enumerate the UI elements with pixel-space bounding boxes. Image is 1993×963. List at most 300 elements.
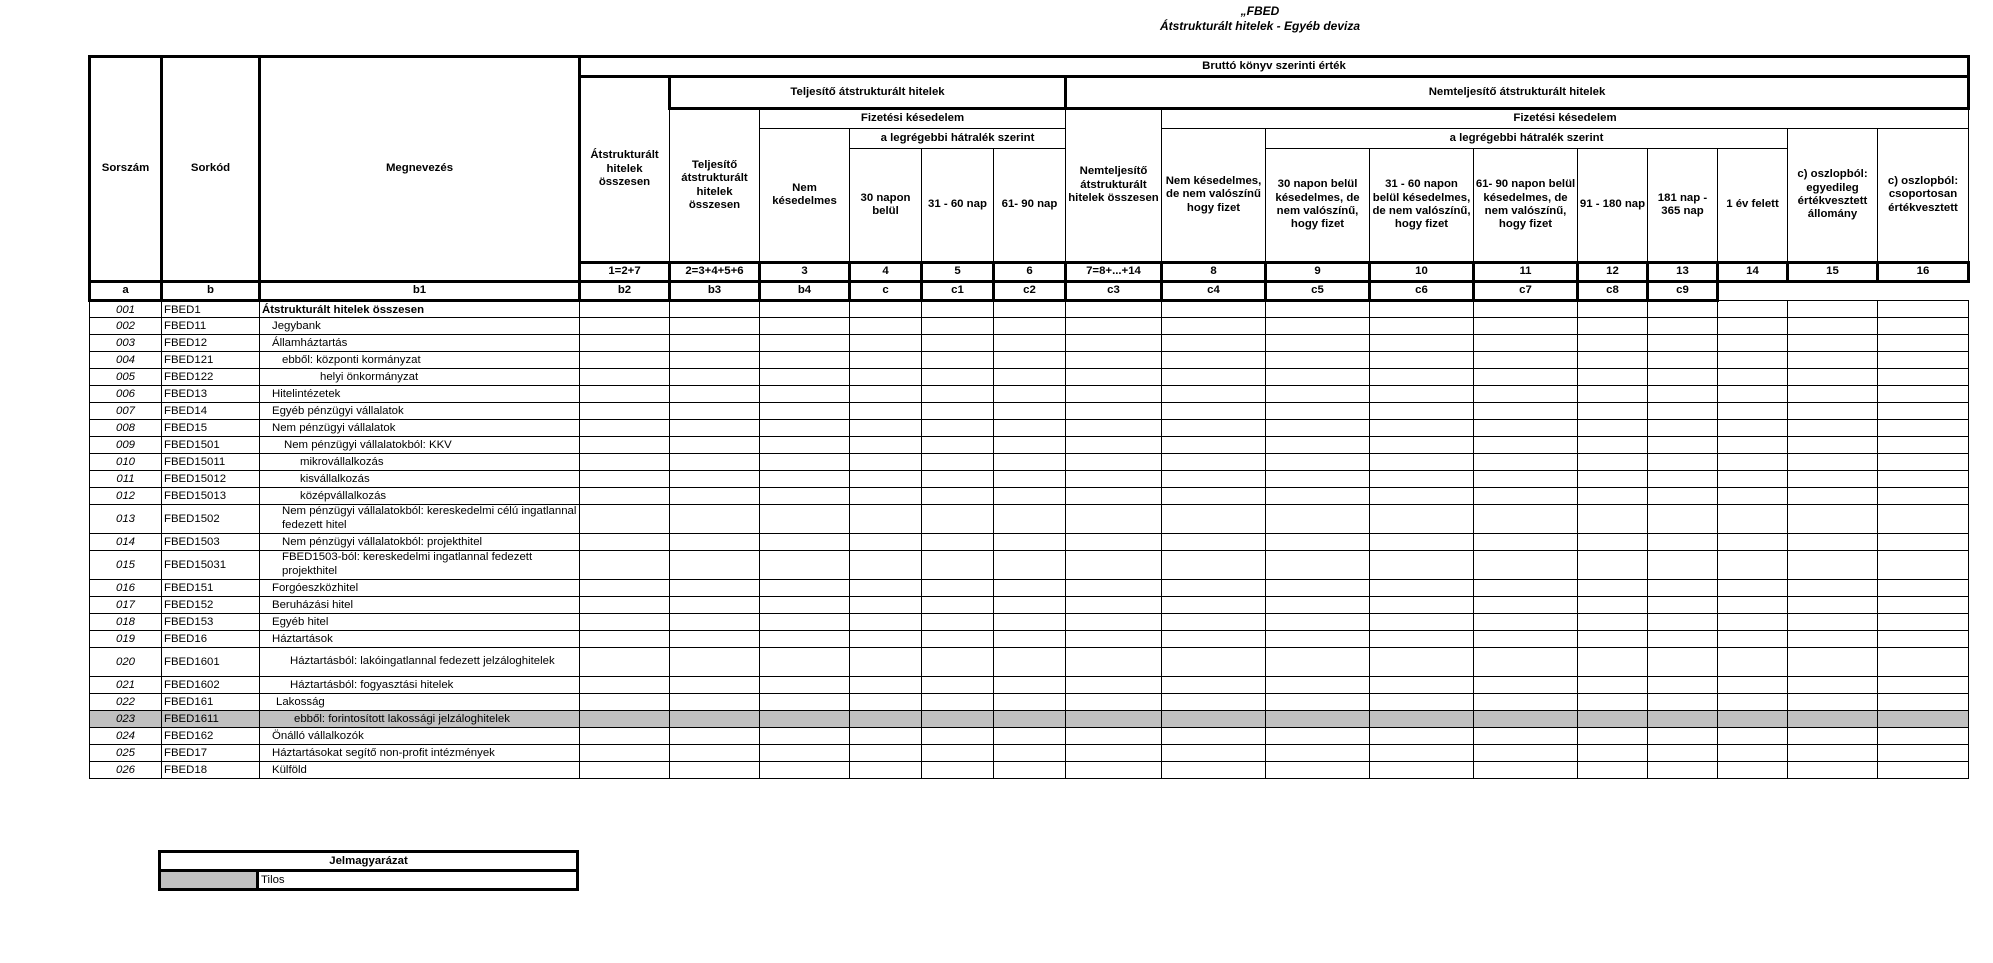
value-cell[interactable] [1066,301,1162,318]
value-cell[interactable] [1266,762,1370,779]
value-cell[interactable] [1474,369,1578,386]
value-cell[interactable] [670,551,760,580]
value-cell[interactable] [580,534,670,551]
value-cell[interactable] [994,580,1066,597]
value-cell[interactable] [1162,580,1266,597]
value-cell[interactable] [1266,471,1370,488]
value-cell[interactable] [994,369,1066,386]
value-cell[interactable] [1162,551,1266,580]
value-cell[interactable] [580,471,670,488]
value-cell[interactable] [1066,580,1162,597]
value-cell[interactable] [580,551,670,580]
value-cell[interactable] [1718,694,1788,711]
value-cell[interactable] [580,728,670,745]
value-cell[interactable] [670,694,760,711]
value-cell[interactable] [1162,318,1266,335]
value-cell[interactable] [994,728,1066,745]
value-cell[interactable] [994,711,1066,728]
value-cell[interactable] [580,488,670,505]
value-cell[interactable] [1788,471,1878,488]
value-cell[interactable] [850,335,922,352]
value-cell[interactable] [1578,403,1648,420]
value-cell[interactable] [1066,551,1162,580]
value-cell[interactable] [1788,711,1878,728]
value-cell[interactable] [1788,301,1878,318]
value-cell[interactable] [1878,534,1969,551]
value-cell[interactable] [1578,728,1648,745]
value-cell[interactable] [1266,580,1370,597]
value-cell[interactable] [760,762,850,779]
value-cell[interactable] [1474,580,1578,597]
value-cell[interactable] [1370,534,1474,551]
value-cell[interactable] [994,352,1066,369]
value-cell[interactable] [1648,745,1718,762]
value-cell[interactable] [760,471,850,488]
value-cell[interactable] [994,437,1066,454]
value-cell[interactable] [1162,677,1266,694]
value-cell[interactable] [1066,437,1162,454]
value-cell[interactable] [1878,369,1969,386]
value-cell[interactable] [850,648,922,677]
value-cell[interactable] [994,386,1066,403]
value-cell[interactable] [1474,386,1578,403]
value-cell[interactable] [670,386,760,403]
value-cell[interactable] [1162,711,1266,728]
value-cell[interactable] [1648,694,1718,711]
value-cell[interactable] [1718,318,1788,335]
value-cell[interactable] [670,335,760,352]
value-cell[interactable] [1788,694,1878,711]
value-cell[interactable] [1066,677,1162,694]
value-cell[interactable] [1578,318,1648,335]
value-cell[interactable] [850,488,922,505]
value-cell[interactable] [1878,488,1969,505]
value-cell[interactable] [1370,711,1474,728]
value-cell[interactable] [1370,762,1474,779]
value-cell[interactable] [850,386,922,403]
value-cell[interactable] [1718,386,1788,403]
value-cell[interactable] [1066,728,1162,745]
value-cell[interactable] [1266,534,1370,551]
value-cell[interactable] [850,694,922,711]
value-cell[interactable] [922,648,994,677]
value-cell[interactable] [1162,471,1266,488]
value-cell[interactable] [580,437,670,454]
value-cell[interactable] [850,505,922,534]
value-cell[interactable] [850,631,922,648]
value-cell[interactable] [580,631,670,648]
value-cell[interactable] [580,352,670,369]
value-cell[interactable] [1370,551,1474,580]
value-cell[interactable] [1718,437,1788,454]
value-cell[interactable] [1648,580,1718,597]
value-cell[interactable] [1474,318,1578,335]
value-cell[interactable] [580,597,670,614]
value-cell[interactable] [922,597,994,614]
value-cell[interactable] [760,745,850,762]
value-cell[interactable] [1878,301,1969,318]
value-cell[interactable] [1066,335,1162,352]
value-cell[interactable] [1578,648,1648,677]
value-cell[interactable] [1878,505,1969,534]
value-cell[interactable] [1788,631,1878,648]
value-cell[interactable] [580,369,670,386]
value-cell[interactable] [670,614,760,631]
value-cell[interactable] [1578,454,1648,471]
value-cell[interactable] [1788,369,1878,386]
value-cell[interactable] [670,318,760,335]
value-cell[interactable] [580,301,670,318]
value-cell[interactable] [1648,728,1718,745]
value-cell[interactable] [994,631,1066,648]
value-cell[interactable] [670,454,760,471]
value-cell[interactable] [1648,488,1718,505]
value-cell[interactable] [1718,534,1788,551]
value-cell[interactable] [1788,614,1878,631]
value-cell[interactable] [1878,711,1969,728]
value-cell[interactable] [1878,454,1969,471]
value-cell[interactable] [1370,301,1474,318]
value-cell[interactable] [670,597,760,614]
value-cell[interactable] [1648,631,1718,648]
value-cell[interactable] [1066,745,1162,762]
value-cell[interactable] [922,728,994,745]
value-cell[interactable] [1648,711,1718,728]
value-cell[interactable] [1162,597,1266,614]
value-cell[interactable] [1370,677,1474,694]
value-cell[interactable] [580,403,670,420]
value-cell[interactable] [760,534,850,551]
value-cell[interactable] [1878,437,1969,454]
value-cell[interactable] [580,648,670,677]
value-cell[interactable] [1474,403,1578,420]
value-cell[interactable] [1788,597,1878,614]
value-cell[interactable] [1266,694,1370,711]
value-cell[interactable] [1718,488,1788,505]
value-cell[interactable] [1266,614,1370,631]
value-cell[interactable] [1648,614,1718,631]
value-cell[interactable] [760,403,850,420]
value-cell[interactable] [580,762,670,779]
value-cell[interactable] [1788,335,1878,352]
value-cell[interactable] [670,534,760,551]
value-cell[interactable] [670,728,760,745]
value-cell[interactable] [670,505,760,534]
value-cell[interactable] [1648,420,1718,437]
value-cell[interactable] [1878,318,1969,335]
value-cell[interactable] [1162,403,1266,420]
value-cell[interactable] [1266,454,1370,471]
value-cell[interactable] [1474,694,1578,711]
value-cell[interactable] [1370,631,1474,648]
value-cell[interactable] [1578,711,1648,728]
value-cell[interactable] [922,580,994,597]
value-cell[interactable] [1878,420,1969,437]
value-cell[interactable] [1266,505,1370,534]
value-cell[interactable] [580,677,670,694]
value-cell[interactable] [1266,745,1370,762]
value-cell[interactable] [1788,762,1878,779]
value-cell[interactable] [1788,677,1878,694]
value-cell[interactable] [760,711,850,728]
value-cell[interactable] [1878,551,1969,580]
value-cell[interactable] [760,580,850,597]
value-cell[interactable] [760,614,850,631]
value-cell[interactable] [1878,580,1969,597]
value-cell[interactable] [1370,318,1474,335]
value-cell[interactable] [994,648,1066,677]
value-cell[interactable] [1474,335,1578,352]
value-cell[interactable] [1162,728,1266,745]
value-cell[interactable] [850,580,922,597]
value-cell[interactable] [670,711,760,728]
value-cell[interactable] [1578,631,1648,648]
value-cell[interactable] [1474,745,1578,762]
value-cell[interactable] [1370,614,1474,631]
value-cell[interactable] [1648,597,1718,614]
value-cell[interactable] [1648,551,1718,580]
value-cell[interactable] [670,762,760,779]
value-cell[interactable] [1266,301,1370,318]
value-cell[interactable] [1878,335,1969,352]
value-cell[interactable] [1474,551,1578,580]
value-cell[interactable] [1648,437,1718,454]
value-cell[interactable] [1788,551,1878,580]
value-cell[interactable] [760,505,850,534]
value-cell[interactable] [1474,488,1578,505]
value-cell[interactable] [1578,762,1648,779]
value-cell[interactable] [670,631,760,648]
value-cell[interactable] [760,488,850,505]
value-cell[interactable] [1578,301,1648,318]
value-cell[interactable] [1066,648,1162,677]
value-cell[interactable] [1718,711,1788,728]
value-cell[interactable] [1162,762,1266,779]
value-cell[interactable] [1066,352,1162,369]
value-cell[interactable] [922,471,994,488]
value-cell[interactable] [670,437,760,454]
value-cell[interactable] [850,551,922,580]
value-cell[interactable] [1162,301,1266,318]
value-cell[interactable] [1578,534,1648,551]
value-cell[interactable] [1474,728,1578,745]
value-cell[interactable] [1578,580,1648,597]
value-cell[interactable] [1648,505,1718,534]
value-cell[interactable] [850,614,922,631]
value-cell[interactable] [994,677,1066,694]
value-cell[interactable] [760,386,850,403]
value-cell[interactable] [760,728,850,745]
value-cell[interactable] [1648,648,1718,677]
value-cell[interactable] [994,551,1066,580]
value-cell[interactable] [1718,403,1788,420]
value-cell[interactable] [922,631,994,648]
value-cell[interactable] [1370,352,1474,369]
value-cell[interactable] [1162,437,1266,454]
value-cell[interactable] [1066,318,1162,335]
value-cell[interactable] [922,454,994,471]
value-cell[interactable] [1066,762,1162,779]
value-cell[interactable] [1066,631,1162,648]
value-cell[interactable] [1266,631,1370,648]
value-cell[interactable] [1878,403,1969,420]
value-cell[interactable] [760,420,850,437]
value-cell[interactable] [994,488,1066,505]
value-cell[interactable] [670,369,760,386]
value-cell[interactable] [850,677,922,694]
value-cell[interactable] [1370,420,1474,437]
value-cell[interactable] [1718,352,1788,369]
value-cell[interactable] [994,335,1066,352]
value-cell[interactable] [1370,386,1474,403]
value-cell[interactable] [1878,677,1969,694]
value-cell[interactable] [1578,420,1648,437]
value-cell[interactable] [1474,534,1578,551]
value-cell[interactable] [670,352,760,369]
value-cell[interactable] [922,505,994,534]
value-cell[interactable] [994,597,1066,614]
value-cell[interactable] [994,534,1066,551]
value-cell[interactable] [1266,335,1370,352]
value-cell[interactable] [1648,403,1718,420]
value-cell[interactable] [1370,403,1474,420]
value-cell[interactable] [1788,648,1878,677]
value-cell[interactable] [1578,551,1648,580]
value-cell[interactable] [1578,386,1648,403]
value-cell[interactable] [994,762,1066,779]
value-cell[interactable] [1266,648,1370,677]
value-cell[interactable] [1718,369,1788,386]
value-cell[interactable] [1648,335,1718,352]
value-cell[interactable] [1578,614,1648,631]
value-cell[interactable] [922,403,994,420]
value-cell[interactable] [1578,369,1648,386]
value-cell[interactable] [1370,454,1474,471]
value-cell[interactable] [1788,437,1878,454]
value-cell[interactable] [994,403,1066,420]
value-cell[interactable] [1578,677,1648,694]
value-cell[interactable] [850,454,922,471]
value-cell[interactable] [1066,488,1162,505]
value-cell[interactable] [922,301,994,318]
value-cell[interactable] [1718,728,1788,745]
value-cell[interactable] [1162,420,1266,437]
value-cell[interactable] [922,534,994,551]
value-cell[interactable] [1474,471,1578,488]
value-cell[interactable] [850,534,922,551]
value-cell[interactable] [1370,488,1474,505]
value-cell[interactable] [994,694,1066,711]
value-cell[interactable] [1370,471,1474,488]
value-cell[interactable] [994,318,1066,335]
value-cell[interactable] [670,403,760,420]
value-cell[interactable] [1718,301,1788,318]
value-cell[interactable] [1162,352,1266,369]
value-cell[interactable] [850,301,922,318]
value-cell[interactable] [1474,352,1578,369]
value-cell[interactable] [850,352,922,369]
value-cell[interactable] [1718,335,1788,352]
value-cell[interactable] [1718,471,1788,488]
value-cell[interactable] [1266,403,1370,420]
value-cell[interactable] [1878,631,1969,648]
value-cell[interactable] [1788,488,1878,505]
value-cell[interactable] [1474,420,1578,437]
value-cell[interactable] [850,420,922,437]
value-cell[interactable] [1718,677,1788,694]
value-cell[interactable] [760,437,850,454]
value-cell[interactable] [1066,534,1162,551]
value-cell[interactable] [1066,597,1162,614]
value-cell[interactable] [922,745,994,762]
value-cell[interactable] [1370,648,1474,677]
value-cell[interactable] [1718,762,1788,779]
value-cell[interactable] [1370,580,1474,597]
value-cell[interactable] [1788,403,1878,420]
value-cell[interactable] [580,745,670,762]
value-cell[interactable] [1370,694,1474,711]
value-cell[interactable] [1578,352,1648,369]
value-cell[interactable] [1266,551,1370,580]
value-cell[interactable] [1718,597,1788,614]
value-cell[interactable] [580,711,670,728]
value-cell[interactable] [922,551,994,580]
value-cell[interactable] [760,648,850,677]
value-cell[interactable] [850,369,922,386]
value-cell[interactable] [922,386,994,403]
value-cell[interactable] [580,420,670,437]
value-cell[interactable] [850,745,922,762]
value-cell[interactable] [760,301,850,318]
value-cell[interactable] [670,745,760,762]
value-cell[interactable] [760,352,850,369]
value-cell[interactable] [760,631,850,648]
value-cell[interactable] [1066,420,1162,437]
value-cell[interactable] [1718,551,1788,580]
value-cell[interactable] [850,762,922,779]
value-cell[interactable] [1266,488,1370,505]
value-cell[interactable] [760,454,850,471]
value-cell[interactable] [1370,437,1474,454]
value-cell[interactable] [994,614,1066,631]
value-cell[interactable] [1066,369,1162,386]
value-cell[interactable] [670,471,760,488]
value-cell[interactable] [760,677,850,694]
value-cell[interactable] [580,335,670,352]
value-cell[interactable] [1878,728,1969,745]
value-cell[interactable] [1370,505,1474,534]
value-cell[interactable] [850,471,922,488]
value-cell[interactable] [670,677,760,694]
value-cell[interactable] [580,386,670,403]
value-cell[interactable] [1878,648,1969,677]
value-cell[interactable] [850,728,922,745]
value-cell[interactable] [850,318,922,335]
value-cell[interactable] [1718,580,1788,597]
value-cell[interactable] [1266,711,1370,728]
value-cell[interactable] [1162,694,1266,711]
value-cell[interactable] [1788,420,1878,437]
value-cell[interactable] [1788,580,1878,597]
value-cell[interactable] [994,420,1066,437]
value-cell[interactable] [1066,694,1162,711]
value-cell[interactable] [1648,471,1718,488]
value-cell[interactable] [1474,454,1578,471]
value-cell[interactable] [994,454,1066,471]
value-cell[interactable] [1648,301,1718,318]
value-cell[interactable] [1578,597,1648,614]
value-cell[interactable] [1578,488,1648,505]
